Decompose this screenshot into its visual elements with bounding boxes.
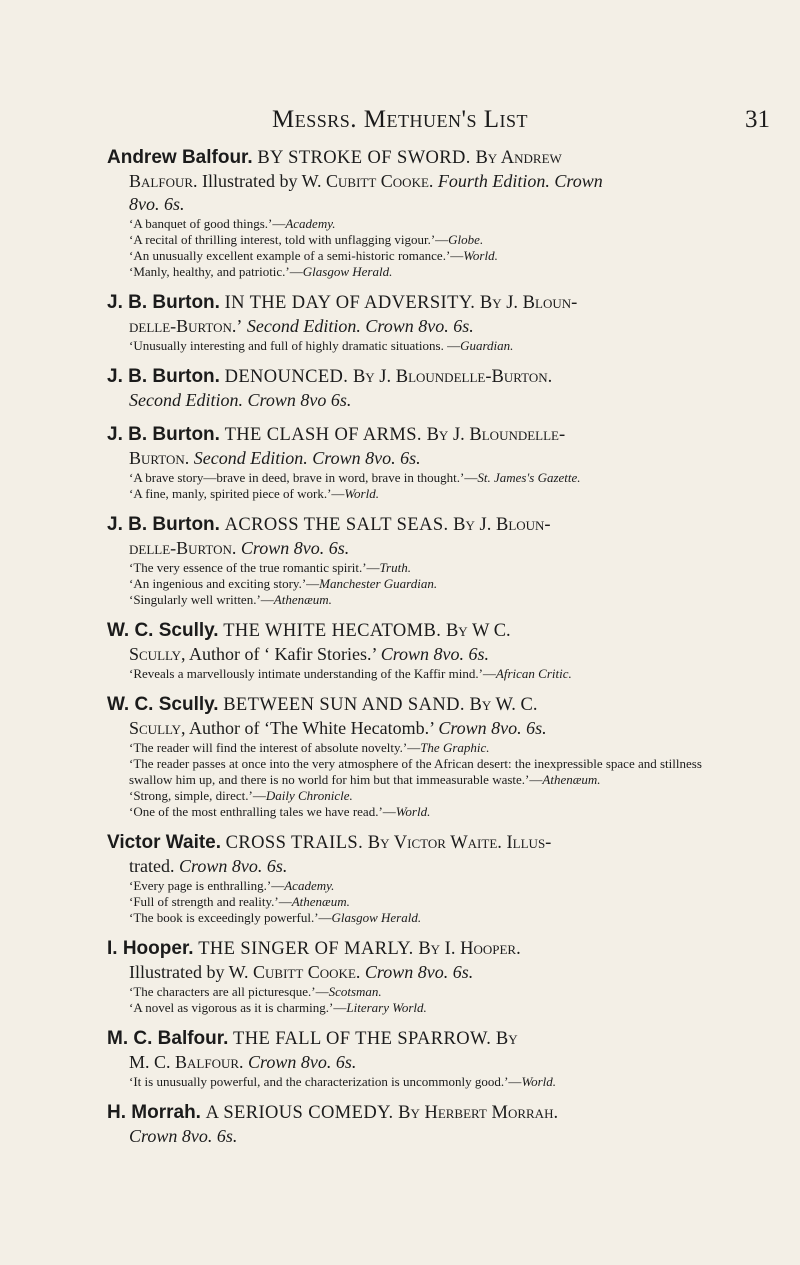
- quote-source: Globe.: [448, 232, 484, 247]
- review-quote: [129, 232, 717, 248]
- entry-by-line: By W. C.: [469, 695, 538, 715]
- review-quote: [129, 264, 717, 280]
- quote-source: World.: [521, 1074, 556, 1089]
- quote-source: Athenæum.: [291, 894, 350, 909]
- review-quote: [129, 910, 717, 926]
- review-quote: [129, 576, 717, 592]
- entry-by-line: By Victor Waite. Illus-: [367, 833, 552, 853]
- quote-text: ‘A novel as vigorous as it is charming.’—: [129, 1000, 347, 1015]
- review-quote: [129, 756, 717, 788]
- entry-title: A SERIOUS COMEDY.: [205, 1103, 394, 1123]
- entry-format: 8vo. 6s.: [129, 194, 185, 214]
- quote-source: Athenæum.: [542, 772, 601, 787]
- quote-text: ‘The book is exceedingly powerful.’—: [129, 910, 332, 925]
- catalogue-entry: [107, 513, 717, 608]
- quote-text: ‘The very essence of the true romantic spirit.’—: [129, 560, 380, 575]
- quote-source: Manchester Guardian.: [319, 576, 438, 591]
- entry-details: [129, 1125, 717, 1148]
- quote-text: ‘A recital of thrilling interest, told with unflagging vigour.’—: [129, 232, 449, 247]
- entry-by-line: By: [495, 1029, 518, 1049]
- entry-by-line: By Andrew: [475, 148, 562, 168]
- quote-source: The Graphic.: [420, 740, 490, 755]
- entry-author-continued: delle-Burton.’: [129, 316, 243, 336]
- entry-author: M. C. Balfour.: [107, 1028, 229, 1049]
- quote-source: Literary World.: [346, 1000, 427, 1015]
- entry-illustrator: Cubitt Cooke.: [326, 171, 434, 191]
- review-quote: [129, 1074, 717, 1090]
- quote-text: ‘An unusually excellent example of a semi-historic romance.’—: [129, 248, 464, 263]
- entry-by-line: By J. Bloun-: [479, 293, 578, 313]
- catalogue-entry: [107, 365, 717, 412]
- entry-by-line: By I. Hooper.: [418, 939, 521, 959]
- entry-title: THE CLASH OF ARMS.: [224, 425, 422, 445]
- entry-edition: Fourth Edition. Crown: [437, 171, 603, 191]
- entry-author: I. Hooper.: [107, 938, 194, 959]
- catalogue-entry: [107, 146, 717, 280]
- entry-details: [129, 389, 717, 412]
- page-header: Messrs. Methuen's List: [271, 106, 528, 133]
- entry-heading: [107, 619, 717, 643]
- entry-illustrator: Balfour.: [175, 1052, 244, 1072]
- entry-author: Victor Waite.: [107, 832, 222, 853]
- entry-title: DENOUNCED.: [224, 367, 349, 387]
- entry-heading: [107, 937, 717, 961]
- review-quote: [129, 248, 717, 264]
- entry-title: IN THE DAY OF ADVERSITY.: [224, 293, 476, 313]
- quote-text: ‘Reveals a marvellously intimate understanding of the Kaffir mind.’—: [129, 666, 496, 681]
- entry-note: M. C.: [129, 1052, 176, 1072]
- entry-author: J. B. Burton.: [107, 366, 220, 387]
- quote-source: World.: [395, 804, 431, 819]
- quote-source: Daily Chronicle.: [265, 788, 353, 803]
- entry-author: W. C. Scully.: [107, 620, 219, 641]
- entry-heading: [107, 146, 717, 170]
- entry-by-line: By J. Bloundelle-Burton.: [352, 367, 553, 387]
- entry-heading: [107, 291, 717, 315]
- entry-author: H. Morrah.: [107, 1102, 201, 1123]
- quote-source: Academy.: [285, 216, 336, 231]
- entry-author: Andrew Balfour.: [107, 147, 253, 168]
- quote-source: Scotsman.: [328, 984, 382, 999]
- review-quote: [129, 894, 717, 910]
- entry-heading: [107, 1101, 717, 1125]
- quote-text: ‘Every page is enthralling.’—: [129, 878, 285, 893]
- review-quote: [129, 470, 717, 486]
- quote-source: Glasgow Herald.: [331, 910, 422, 925]
- entry-note: Author of ‘ Kafir Stories.’: [185, 644, 381, 664]
- entry-title: CROSS TRAILS.: [225, 833, 364, 853]
- quote-text: ‘A fine, manly, spirited piece of work.’—: [129, 486, 345, 501]
- entry-details: [129, 961, 717, 984]
- quote-text: ‘It is unusually powerful, and the characterization is uncommonly good.’—: [129, 1074, 522, 1089]
- review-quote: [129, 804, 717, 820]
- entry-author-continued: Burton.: [129, 448, 190, 468]
- quote-text: ‘A banquet of good things.’—: [129, 216, 286, 231]
- entry-note: Illustrated by W.: [197, 171, 327, 191]
- quote-source: World.: [344, 486, 379, 501]
- page-number: 31: [745, 106, 770, 133]
- entry-details: [129, 537, 717, 560]
- quote-source: Truth.: [379, 560, 411, 575]
- entry-edition: Crown 8vo. 6s.: [364, 962, 474, 982]
- entry-edition: Second Edition. Crown 8vo 6s.: [129, 390, 352, 410]
- entry-by-line: By Herbert Morrah.: [398, 1103, 559, 1123]
- quote-text: ‘Strong, simple, direct.’—: [129, 788, 266, 803]
- entry-by-line: By J. Bloundelle-: [426, 425, 566, 445]
- catalogue-entry: [107, 937, 717, 1016]
- review-quote: [129, 486, 717, 502]
- review-quote: [129, 560, 717, 576]
- quote-text: ‘The reader will find the interest of absolute novelty.’—: [129, 740, 421, 755]
- entry-title: THE WHITE HECATOMB.: [223, 621, 442, 641]
- entry-heading: [107, 365, 717, 389]
- entry-edition: Crown 8vo. 6s.: [240, 538, 350, 558]
- entry-author-continued: Balfour.: [129, 171, 198, 191]
- review-quote: [129, 338, 717, 354]
- quote-source: St. James's Gazette.: [477, 470, 581, 485]
- entry-by-line: By J. Bloun-: [453, 515, 551, 535]
- review-quote: [129, 878, 717, 894]
- entry-author-continued: Scully,: [129, 644, 186, 664]
- entry-author: J. B. Burton.: [107, 292, 220, 313]
- review-quote: [129, 740, 717, 756]
- quote-text: ‘A brave story—brave in deed, brave in word, brave in thought.’—: [129, 470, 478, 485]
- catalogue-entry: [107, 831, 717, 926]
- review-quote: [129, 666, 717, 682]
- entry-heading: [107, 831, 717, 855]
- entry-title: BETWEEN SUN AND SAND.: [223, 695, 465, 715]
- quote-text: ‘An ingenious and exciting story.’—: [129, 576, 320, 591]
- quote-source: Academy.: [284, 878, 335, 893]
- review-quote: [129, 1000, 717, 1016]
- entry-illustrator: Cubitt Cooke.: [253, 962, 361, 982]
- entry-note: Illustrated by W.: [129, 962, 253, 982]
- quote-text: ‘Singularly well written.’—: [129, 592, 274, 607]
- entry-title: THE FALL OF THE SPARROW.: [233, 1029, 492, 1049]
- quote-text: ‘Unusually interesting and full of highly dramatic situations. —: [129, 338, 461, 353]
- entry-edition: Crown 8vo. 6s.: [248, 1052, 357, 1072]
- entry-heading: [107, 423, 717, 447]
- entry-heading: [107, 1027, 717, 1051]
- entry-details: [129, 170, 717, 193]
- entry-details: [129, 643, 717, 666]
- review-quote: [129, 592, 717, 608]
- entry-author: J. B. Burton.: [107, 424, 220, 445]
- entry-by-line: By W C.: [445, 621, 511, 641]
- quote-source: Glasgow Herald.: [302, 264, 393, 279]
- quote-text: ‘Manly, healthy, and patriotic.’—: [129, 264, 303, 279]
- entry-edition: Second Edition. Crown 8vo. 6s.: [193, 448, 421, 468]
- entry-edition: Crown 8vo. 6s.: [129, 1126, 238, 1146]
- entry-edition: Second Edition. Crown 8vo. 6s.: [246, 316, 474, 336]
- entry-author-continued: Scully,: [129, 718, 186, 738]
- catalogue-entry: [107, 693, 717, 820]
- quote-source: Athenæum.: [273, 592, 332, 607]
- catalogue-entry: [107, 1101, 717, 1148]
- entry-title: BY STROKE OF SWORD.: [257, 148, 471, 168]
- review-quote: [129, 984, 717, 1000]
- quote-source: Guardian.: [460, 338, 514, 353]
- entry-details: [129, 1051, 717, 1074]
- entry-author: W. C. Scully.: [107, 694, 219, 715]
- entry-details: [129, 315, 717, 338]
- entry-author: J. B. Burton.: [107, 514, 220, 535]
- entry-edition: Crown 8vo. 6s.: [438, 718, 547, 738]
- entry-note: trated.: [129, 856, 179, 876]
- quote-source: World.: [463, 248, 498, 263]
- entry-details: [129, 447, 717, 470]
- entry-heading: [107, 513, 717, 537]
- entry-details: [129, 717, 717, 740]
- entry-edition: Crown 8vo. 6s.: [178, 856, 288, 876]
- review-quote: [129, 788, 717, 804]
- quote-text: ‘Full of strength and reality.’—: [129, 894, 292, 909]
- quote-text: ‘One of the most enthralling tales we have read.’—: [129, 804, 396, 819]
- catalogue-entry: [107, 291, 717, 354]
- quote-text: ‘The characters are all picturesque.’—: [129, 984, 329, 999]
- catalogue-entry: [107, 619, 717, 682]
- quote-source: African Critic.: [495, 666, 572, 681]
- entry-edition: Crown 8vo. 6s.: [380, 644, 490, 664]
- entry-note: Author of ‘The White Hecatomb.’: [185, 718, 439, 738]
- entry-author-continued: delle-Burton.: [129, 538, 237, 558]
- entry-heading: [107, 693, 717, 717]
- catalogue-entry: [107, 1027, 717, 1090]
- review-quote: [129, 216, 717, 232]
- entry-details: [129, 855, 717, 878]
- quote-text: ‘The reader passes at once into the very atmosphere of the African desert: the inexpressible space and stillness swallow him up, and there is no world for him but that immeasurable waste.’—: [129, 756, 702, 787]
- catalogue-entry: [107, 423, 717, 502]
- catalogue-list: [107, 146, 717, 1159]
- entry-title: THE SINGER OF MARLY.: [198, 939, 414, 959]
- entry-title: ACROSS THE SALT SEAS.: [224, 515, 449, 535]
